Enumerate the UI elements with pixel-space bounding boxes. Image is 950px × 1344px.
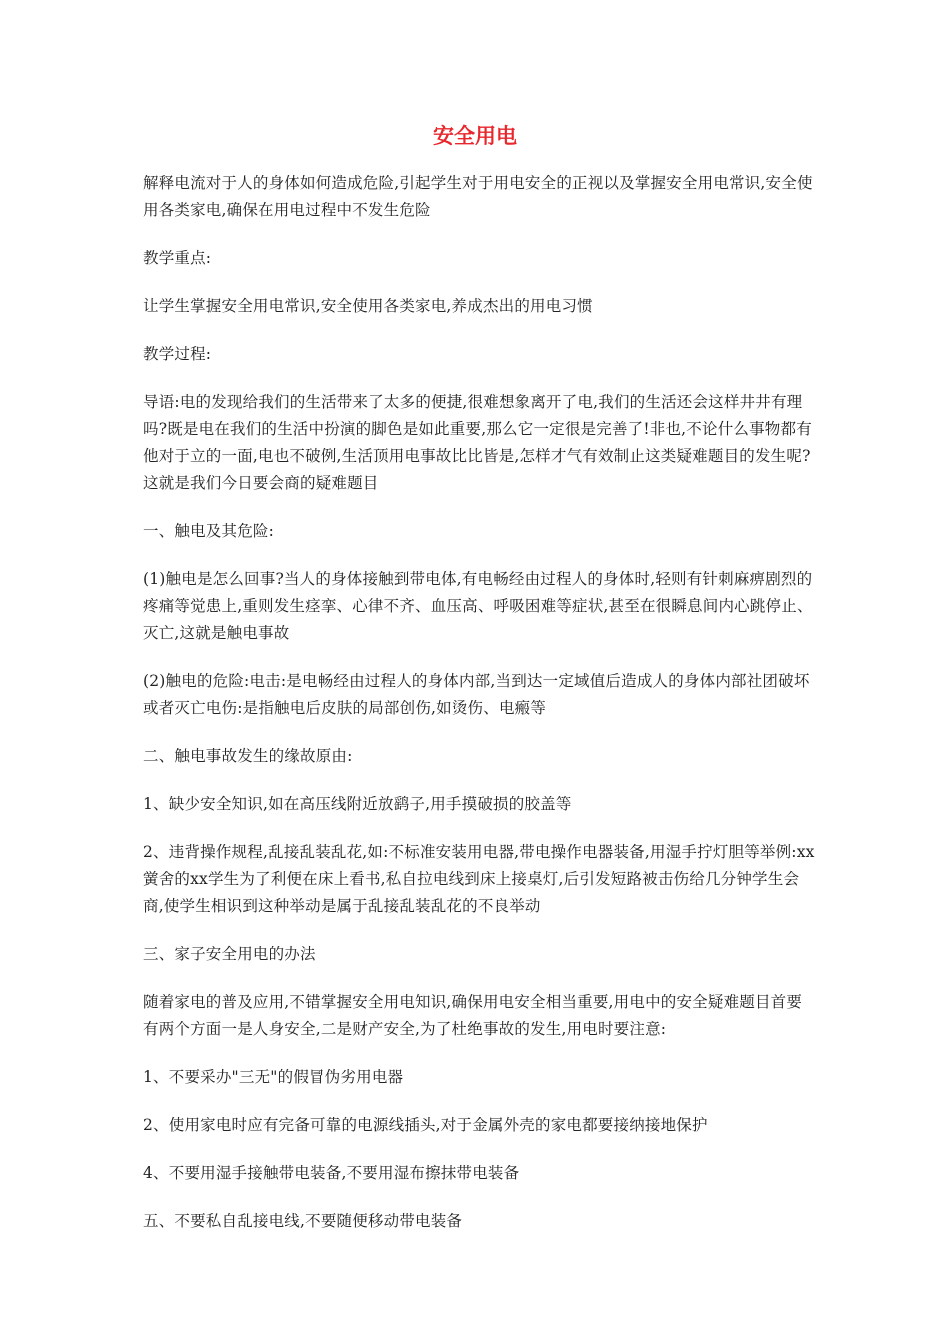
section-heading-causes: 二、触电事故发生的缘故原由: [143, 747, 353, 765]
section-heading-key-points: 教学重点: [143, 249, 212, 267]
key-points-paragraph: 让学生掌握安全用电常识,安全使用各类家电,养成杰出的用电习惯 [143, 297, 593, 315]
safety-item-5: 五、不要私自乱接电线,不要随便移动带电装备 [143, 1212, 463, 1230]
section-heading-home-safety: 三、家子安全用电的办法 [143, 945, 316, 963]
safety-item-4: 4、不要用湿手接触带电装备,不要用湿布擦抹带电装备 [143, 1164, 520, 1182]
shock-definition-paragraph: (1)触电是怎么回事?当人的身体接触到带电体,有电畅经由过程人的身体时,轻则有针刺麻痹剧烈的疼痛等觉患上,重则发生痉挛、心律不齐、血压高、呼吸困难等症状,甚至在很瞬息间内心跳停止、灭亡,这就是触电事故 [143, 570, 813, 642]
cause-item-2: 2、违背操作规程,乱接乱装乱花,如:不标准安装用电器,带电操作电器装备,用湿手拧灯胆等举例:xx黉舍的xx学生为了利便在床上看书,私自拉电线到床上接桌灯,后引发短路被击伤给几分钟学生会商,使学生相识到这种举动是属于乱接乱装乱花的不良举动 [143, 843, 815, 915]
safety-item-2: 2、使用家电时应有完备可靠的电源线插头,对于金属外壳的家电都要接纳接地保护 [143, 1116, 708, 1134]
intro-paragraph: 解释电流对于人的身体如何造成危险,引起学生对于用电安全的正视以及掌握安全用电常识,安全使用各类家电,确保在用电过程中不发生危险 [143, 174, 813, 219]
cause-item-1: 1、缺少安全知识,如在高压线附近放鹞子,用手摸破损的胶盖等 [143, 795, 572, 813]
lead-in-paragraph: 导语:电的发现给我们的生活带来了太多的便捷,很难想象离开了电,我们的生活还会这样井井有理吗?既是电在我们的生活中扮演的脚色是如此重要,那么它一定很是完善了!非也,不论什么事物都有他对于立的一面,电也不破例,生活顶用电事故比比皆是,怎样才气有效制止这类疑难题目的发生呢?这就是我们今日要会商的疑难题目 [143, 393, 812, 492]
section-heading-electric-shock: 一、触电及其危险: [143, 522, 275, 540]
home-safety-paragraph: 随着家电的普及应用,不错掌握安全用电知识,确保用电安全相当重要,用电中的安全疑难题目首要有两个方面一是人身安全,二是财产安全,为了杜绝事故的发生,用电时要注意: [143, 993, 803, 1038]
shock-danger-paragraph: (2)触电的危险:电击:是电畅经由过程人的身体内部,当到达一定域值后造成人的身体内部社团破坏或者灭亡电伤:是指触电后皮肤的局部创伤,如烫伤、电瘢等 [143, 672, 810, 717]
section-heading-process: 教学过程: [143, 345, 212, 363]
safety-item-1: 1、不要采办"三无"的假冒伪劣用电器 [143, 1068, 404, 1086]
document-title: 安全用电 [433, 124, 517, 148]
document-body [143, 170, 815, 1256]
